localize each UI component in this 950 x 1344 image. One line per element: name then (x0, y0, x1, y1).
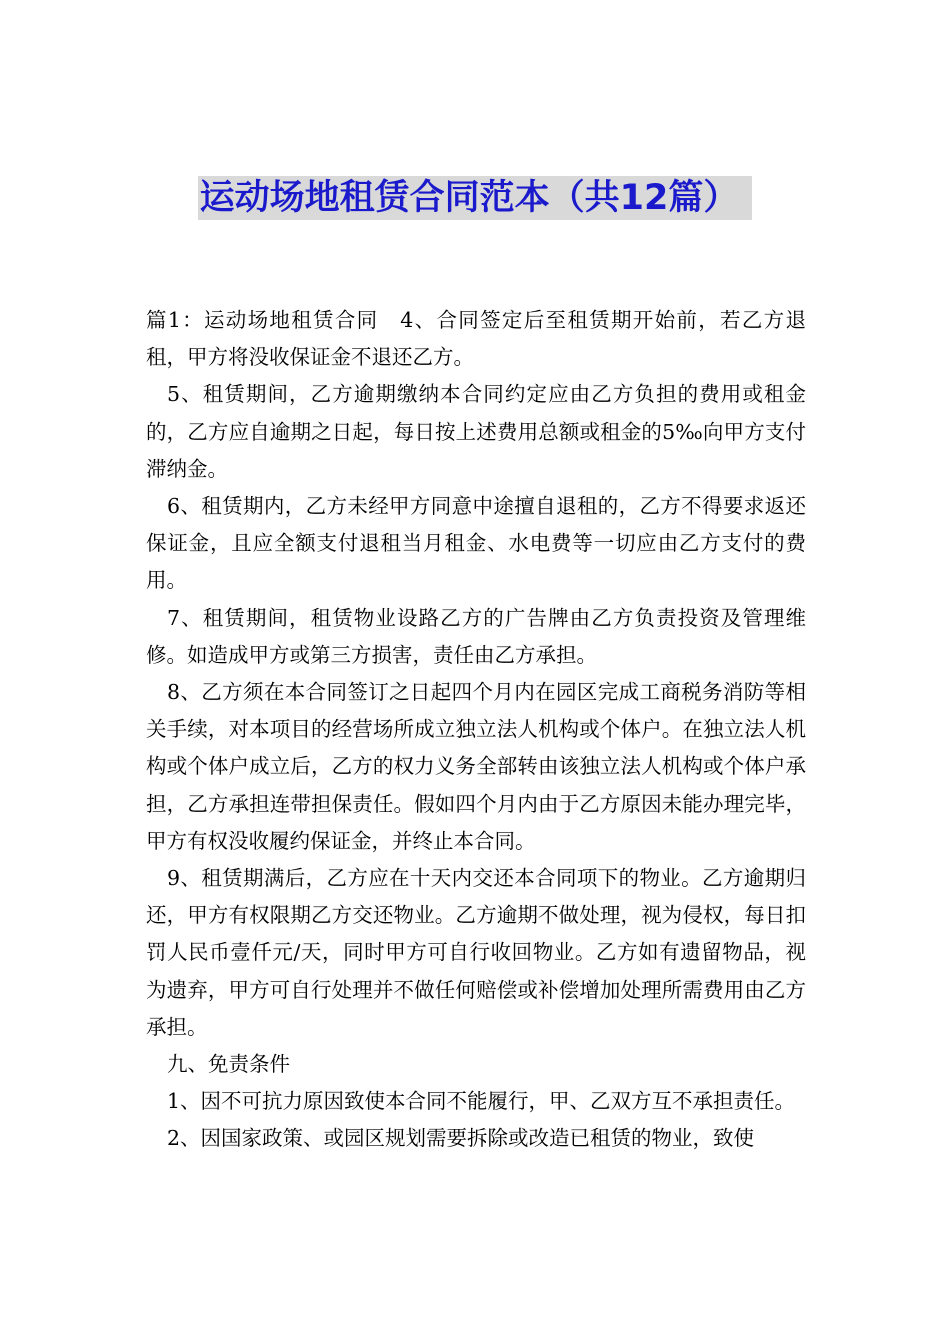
title-container (0, 176, 950, 220)
paragraph: 2、因国家政策、或园区规划需要拆除或改造已租赁的物业，致使 (167, 1126, 755, 1151)
section-heading: 九、免责条件 (167, 1052, 290, 1077)
paragraph: 6、租赁期内，乙方未经甲方同意中途擅自退租的，乙方不得要求返还保证金，且应全额支付退租当月租金、水电费等一切应由乙方支付的费用。 (146, 494, 806, 593)
paragraph: 7、租赁期间，租赁物业设路乙方的广告牌由乙方负责投资及管理维修。如造成甲方或第三方损害，责任由乙方承担。 (146, 605, 806, 667)
document-title: 运动场地租赁合同范本（共12篇） (198, 176, 753, 220)
paragraph: 5、租赁期间，乙方逾期缴纳本合同约定应由乙方负担的费用或租金的，乙方应自逾期之日起，每日按上述费用总额或租金的5‰向甲方支付滞纳金。 (146, 382, 806, 481)
paragraph: 篇1：运动场地租赁合同 4、合同签定后至租赁期开始前，若乙方退租，甲方将没收保证金不退还乙方。 (146, 308, 806, 370)
document-body (146, 302, 806, 1158)
paragraph: 1、因不可抗力原因致使本合同不能履行，甲、乙双方互不承担责任。 (167, 1089, 796, 1114)
paragraph: 9、租赁期满后，乙方应在十天内交还本合同项下的物业。乙方逾期归还，甲方有权限期乙方交还物业。乙方逾期不做处理，视为侵权，每日扣罚人民币壹仟元/天，同时甲方可自行收回物业。乙方如有遗留物品，视为遗弃，甲方可自行处理并不做任何赔偿或补偿增加处理所需费用由乙方承担。 (146, 866, 806, 1039)
paragraph: 8、乙方须在本合同签订之日起四个月内在园区完成工商税务消防等相关手续，对本项目的经营场所成立独立法人机构或个体户。在独立法人机构或个体户成立后，乙方的权力义务全部转由该独立法人机构或个体户承担，乙方承担连带担保责任。假如四个月内由于乙方原因未能办理完毕，甲方有权没收履约保证金，并终止本合同。 (146, 680, 806, 853)
